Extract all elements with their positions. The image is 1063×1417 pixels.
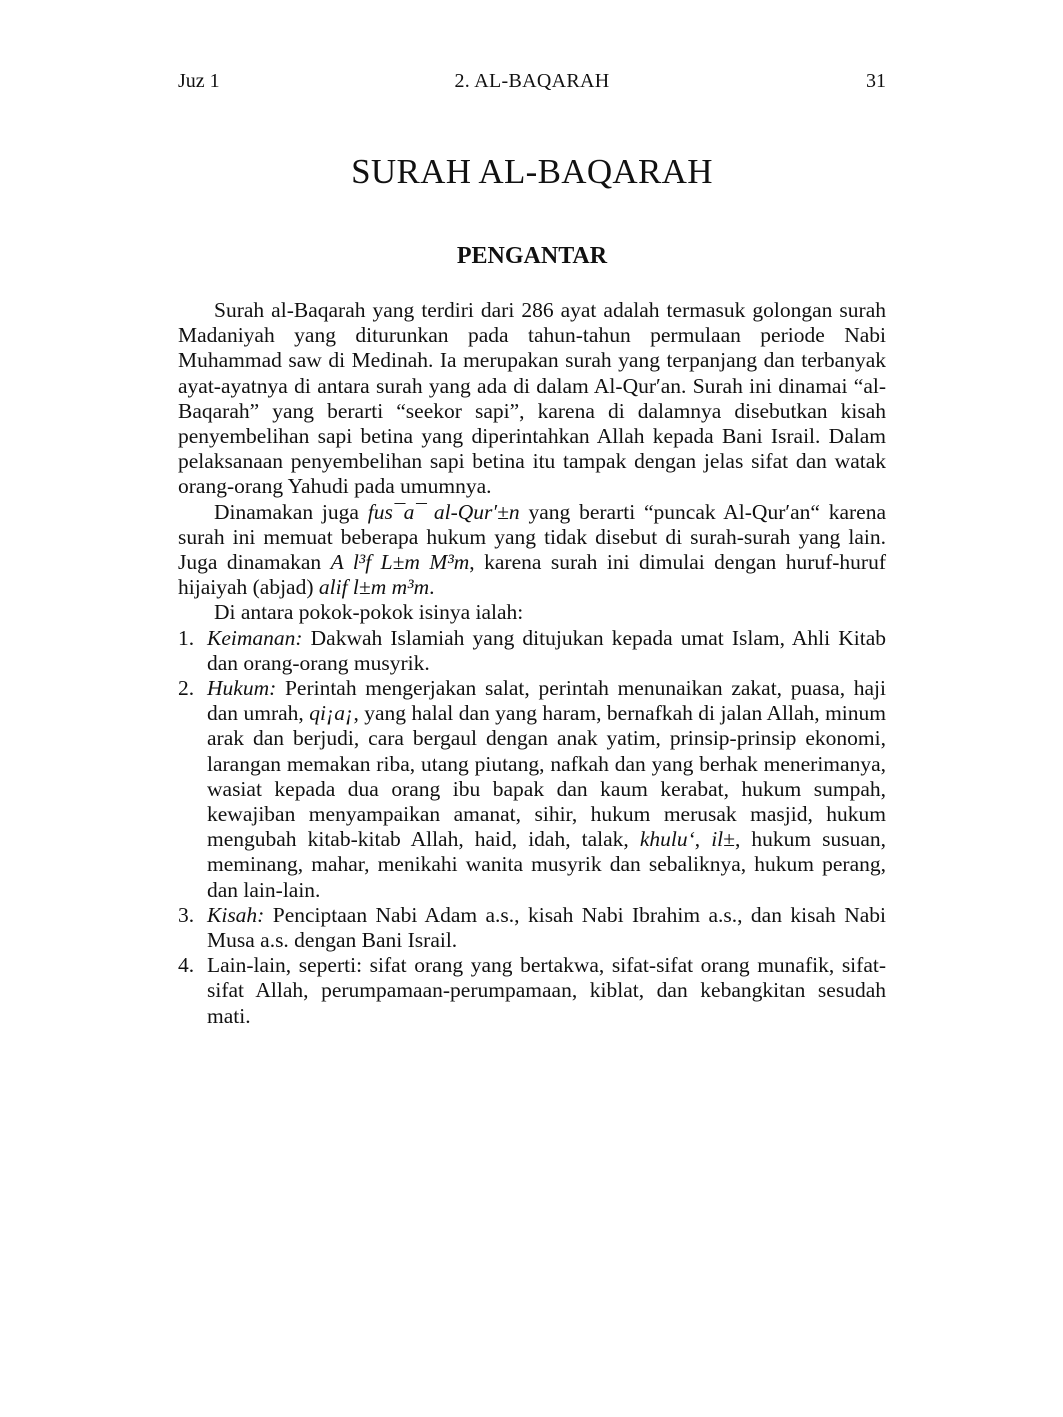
naming-text-4: . (429, 575, 435, 600)
chapter-header: 2. AL-BAQARAH (454, 70, 610, 92)
list-term: il± (711, 827, 735, 852)
list-text: Perintah mengerjakan salat, perintah menunaikan zakat, puasa, haji dan umrah, (207, 676, 886, 726)
contents-list (178, 626, 886, 1029)
list-text: , hukum susuan, meminang, mahar, menikahi wanita musyrik dan sebaliknya, hukum perang, dan lain-lain. (207, 827, 887, 902)
naming-term-1: fus¯a¯ al-Qur′±n (367, 499, 520, 524)
running-header (178, 70, 886, 100)
page-number: 31 (866, 70, 886, 92)
naming-term-2: A l³f L±m M³m (330, 550, 470, 575)
intro-paragraph: Surah al-Baqarah yang terdiri dari 286 ayat adalah termasuk golongan surah Madaniyah yang diturunkan pada tahun-tahun permulaan periode Nabi Muhammad saw di Medinah. Ia merupakan surah yang terpanjang dan terbanyak ayat-ayatnya di antara surah yang ada di dalam Al-Qur′an. Surah ini dinamai “al-Baqarah” yang berarti “seekor sapi”, karena di dalamnya disebutkan kisah penyembelihan sapi betina yang diperintahkan Allah kepada Bani Israil. Dalam pelaksanaan penyembelihan sapi betina itu tampak dengan jelas sifat dan watak orang-orang Yahudi pada umumnya. (178, 298, 886, 499)
section-title: PENGANTAR (456, 243, 608, 269)
juz-label: Juz 1 (178, 70, 220, 92)
body-text (178, 298, 886, 1029)
list-number: 4. (178, 953, 195, 978)
list-number: 1. (178, 625, 195, 650)
list-text: Penciptaan Nabi Adam a.s., kisah Nabi Ibrahim a.s., dan kisah Nabi Musa a.s. dengan Bani Israil. (207, 902, 886, 953)
list-item (178, 903, 886, 953)
list-text: Lain-lain, seperti: sifat orang yang bertakwa, sifat-sifat orang munafik, sifat-sifat Allah, perumpamaan-perumpamaan, kiblat, dan kebangkitan sesudah mati. (207, 953, 886, 1028)
list-label: Kisah: (207, 902, 265, 927)
naming-paragraph (178, 500, 886, 601)
list-number: 3. (178, 902, 195, 927)
list-item (178, 626, 886, 676)
list-term: khulu‘ (639, 827, 695, 852)
naming-text-1: Dinamakan juga (214, 499, 368, 524)
list-item (178, 953, 886, 1029)
surah-title: SURAH AL-BAQARAH (351, 152, 713, 191)
list-item (178, 676, 886, 903)
list-label: Hukum: (207, 676, 277, 701)
naming-text-3: , karena surah ini dimulai dengan huruf-huruf hijaiyah (abjad) (178, 550, 886, 600)
list-term: qi¡a¡ (309, 701, 354, 726)
list-label: Keimanan: (207, 625, 303, 650)
naming-term-3: alif l±m m³m (318, 575, 430, 600)
list-text: Dakwah Islamiah yang ditujukan kepada umat Islam, Ahli Kitab dan orang-orang musyrik. (207, 625, 886, 675)
list-number: 2. (178, 676, 195, 701)
list-text: , (694, 827, 712, 852)
contents-intro: Di antara pokok-pokok isinya ialah: (214, 600, 524, 625)
naming-text-2: yang berarti “puncak Al-Qur′an“ karena surah ini memuat beberapa hukum yang tidak disebut di surah-surah yang lain. Juga dinamakan (178, 499, 886, 575)
list-text: , yang halal dan yang haram, bernafkah di jalan Allah, minum arak dan berjudi, cara bergaul dengan anak yatim, prinsip-prinsip ekonomi, larangan memakan riba, utang piutang, nafkah dan yang berhak menerimanya, wasiat kepada dua orang ibu bapak dan kaum kerabat, hukum sumpah, kewajiban menyampaikan amanat, sihir, hukum merusak masjid, hukum mengubah kitab-kitab Allah, haid, idah, talak, (207, 701, 886, 852)
